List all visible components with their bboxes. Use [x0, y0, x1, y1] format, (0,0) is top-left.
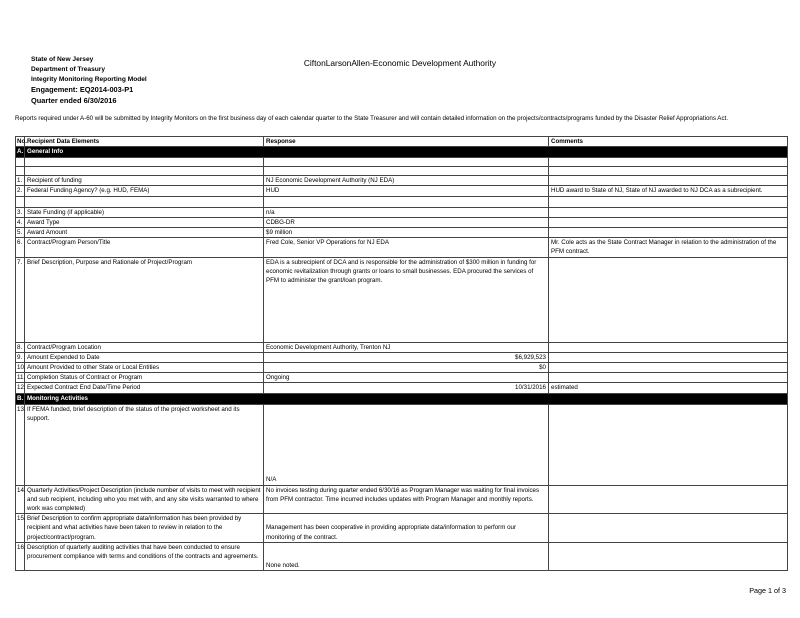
report-table — [15, 136, 788, 571]
row-no: 3. — [16, 207, 25, 217]
row-no: 2. — [16, 186, 25, 196]
row-comments — [549, 257, 788, 342]
row-comments: HUD award to State of NJ, State of NJ awarded to NJ DCA as a subrecipient. — [549, 186, 788, 196]
row-no: 16. — [16, 542, 25, 570]
row-comments — [549, 514, 788, 543]
row-element: State Funding (if applicable) — [25, 207, 264, 217]
row-element: Description of quarterly auditing activities that have been conducted to ensure procurement compliance with terms and conditions of the contracts and agreements. — [25, 542, 264, 570]
row-response: CDBG-DR — [264, 217, 549, 227]
row-comments — [549, 363, 788, 373]
table-row — [16, 363, 788, 373]
row-element: Brief Description, Purpose and Rationale of Project/Program — [25, 257, 264, 342]
section-row-b — [16, 393, 788, 404]
table-row — [16, 217, 788, 227]
row-element: Expected Contract End Date/Time Period — [25, 383, 264, 393]
row-response: Management has been cooperative in providing appropriate data/information to perform our monitoring of the contract. — [264, 514, 549, 543]
row-element: Contract/Program Location — [25, 342, 264, 352]
row-element: Award Type — [25, 217, 264, 227]
row-comments: estimated — [549, 383, 788, 393]
table-row — [16, 228, 788, 238]
table-row — [16, 176, 788, 186]
row-no: 11. — [17, 374, 26, 382]
table-row — [16, 238, 788, 257]
page-title: CiftonLarsonAllen-Economic Development Authority — [303, 58, 497, 68]
table-row — [16, 485, 788, 514]
row-no: 6. — [16, 238, 25, 257]
row-no: 9. — [16, 352, 25, 362]
table-row — [16, 373, 788, 383]
row-comments — [549, 228, 788, 238]
row-no: 14. — [16, 485, 25, 514]
row-element: Quarterly Activities/Project Description (include number of visits to meet with recipient and sub recipient, including who you met with, and any site visits warranted to where work was completed) — [25, 485, 264, 514]
blank-row — [16, 167, 788, 176]
row-element: Amount Provided to other State or Local Entities — [25, 363, 264, 373]
row-no: 4. — [16, 217, 25, 227]
row-no: 15. — [16, 514, 25, 543]
row-response: No invoices testing during quarter ended 6/30/16 as Program Manager was waiting for final invoices from PFM contractor. Time incurred includes updates with Program Manager and monthly reports. — [264, 485, 549, 514]
section-title: Monitoring Activities — [25, 393, 788, 404]
row-element: Brief Description to confirm appropriate data/information has been provided by recipient and what activities have been taken to review in relation to the project/contract/program. — [25, 514, 264, 543]
header-state: State of New Jersey — [31, 56, 94, 63]
row-element: Completion Status of Contract or Program — [25, 373, 264, 383]
row-no: 8. — [16, 342, 25, 352]
row-response: Fred Cole, Senior VP Operations for NJ EDA — [264, 238, 549, 257]
blank-row — [16, 196, 788, 207]
row-response: NJ Economic Development Authority (NJ EDA) — [264, 176, 549, 186]
row-no: 10. — [17, 364, 26, 372]
row-element: If FEMA funded, brief description of the status of the project worksheet and its support. — [25, 404, 264, 485]
column-header-row — [16, 137, 788, 147]
intro-paragraph: Reports required under A-60 will be submitted by Integrity Monitors on the first business day of each calendar quarter to the State Treasurer and will contain detailed information on the projects/contracts/programs funded by the Disaster Relief Appropriations Act. — [15, 115, 728, 122]
header-model: Integrity Monitoring Reporting Model — [31, 75, 147, 83]
col-comments: Comments — [549, 137, 788, 147]
row-element: Award Amount — [25, 228, 264, 238]
row-comments — [549, 404, 788, 485]
row-response: n/a — [264, 207, 549, 217]
blank-row — [16, 158, 788, 167]
row-element: Amount Expended to Date — [25, 352, 264, 362]
row-response: 10/31/2016 — [264, 383, 549, 393]
row-no: 7. — [16, 257, 25, 342]
table-row — [16, 383, 788, 393]
table-row — [16, 542, 788, 570]
section-no: A. — [16, 147, 25, 158]
row-comments — [549, 207, 788, 217]
table-row — [16, 207, 788, 217]
row-comments — [549, 217, 788, 227]
table-row — [16, 342, 788, 352]
row-comments — [549, 373, 788, 383]
row-element: Contract/Program Person/Title — [25, 238, 264, 257]
row-response: $6,929,523 — [264, 352, 549, 362]
col-response: Response — [264, 137, 549, 147]
table-row — [16, 186, 788, 196]
row-no: 1. — [16, 176, 25, 186]
row-response: Economic Development Authority, Trenton NJ — [264, 342, 549, 352]
table-row — [16, 404, 788, 485]
section-no: B. — [16, 393, 25, 404]
col-no: No. — [17, 138, 27, 145]
header-engagement: Engagement: EQ2014-003-P1 — [31, 85, 134, 95]
row-comments: Mr. Cole acts as the State Contract Manager in relation to the administration of the PFM contract. — [549, 238, 788, 257]
row-comments — [549, 542, 788, 570]
header-department: Department of Treasury — [31, 65, 106, 73]
row-no: 5. — [16, 228, 25, 238]
header-quarter: Quarter ended 6/30/2016 — [31, 96, 117, 106]
table-row — [16, 257, 788, 342]
row-element: Federal Funding Agency? (e.g. HUD, FEMA) — [25, 186, 264, 196]
table-row — [16, 514, 788, 543]
row-no: 12. — [17, 384, 26, 392]
row-response: N/A — [264, 404, 549, 485]
row-comments — [549, 485, 788, 514]
row-comments — [549, 176, 788, 186]
page-number: Page 1 of 3 — [749, 586, 786, 595]
section-row-a — [16, 147, 788, 158]
section-title: General Info — [25, 147, 788, 158]
table-row — [16, 352, 788, 362]
row-response: $0 — [264, 363, 549, 373]
row-response: EDA is a subrecipient of DCA and is responsible for the administration of $300 million in funding for economic revitalization through grants or loans to small businesses. EDA procured the services of PFM to administer the grant/loan program. — [264, 257, 549, 342]
row-response: $9 million — [264, 228, 549, 238]
row-comments — [549, 352, 788, 362]
row-response: HUD — [264, 186, 549, 196]
row-no: 13. — [16, 404, 25, 485]
row-response: Ongoing — [264, 373, 549, 383]
col-element: Recipient Data Elements — [25, 137, 264, 147]
row-comments — [549, 342, 788, 352]
row-response: None noted. — [264, 542, 549, 570]
row-element: Recipient of funding — [25, 176, 264, 186]
